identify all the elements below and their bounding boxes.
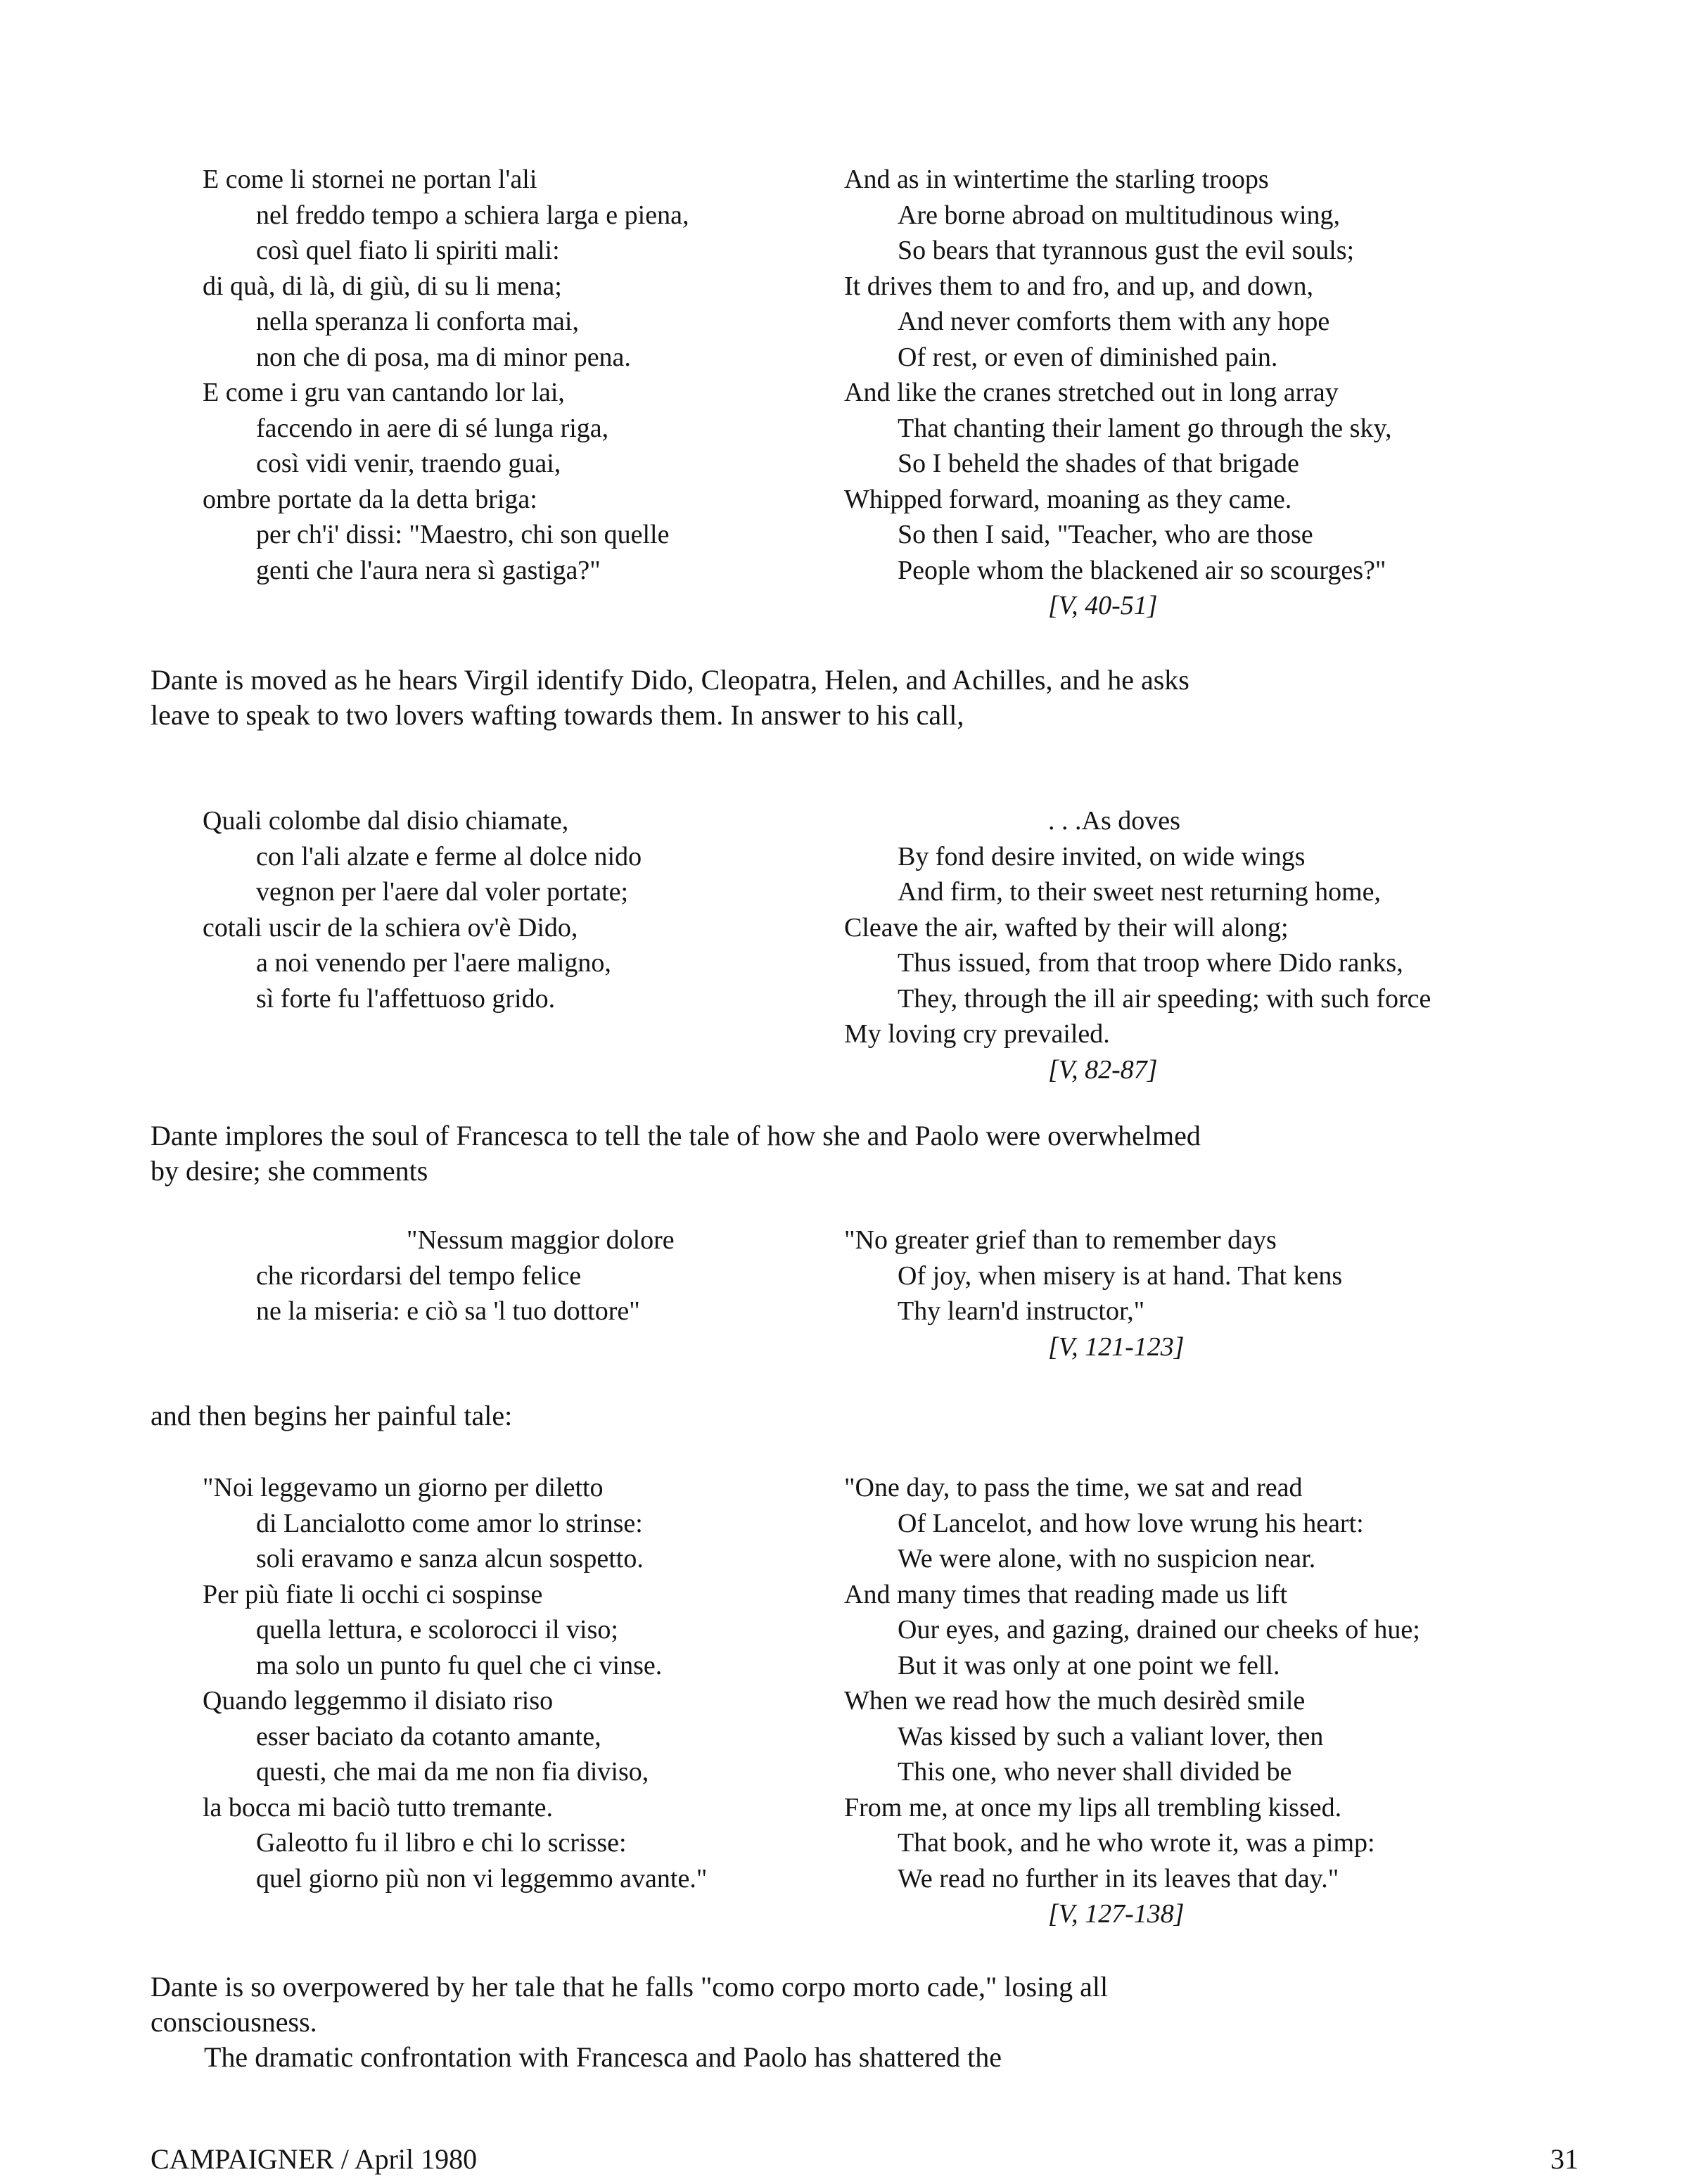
prose-text: Dante implores the soul of Francesca to tell the tale of how she and Paolo were overwhelmed by desire; she comments [151, 1120, 1201, 1187]
prose-paragraph-1 [151, 663, 1206, 733]
verse-line: Are borne abroad on multitudinous wing, [898, 200, 1341, 230]
verse-line: By fond desire invited, on wide wings [898, 841, 1306, 871]
verse-line: It drives them to and fro, and up, and down, [844, 271, 1313, 301]
verse-line: non che di posa, ma di minor pena. [256, 342, 631, 372]
verse-line: My loving cry prevailed. [844, 1019, 1110, 1049]
verse-line: cotali uscir de la schiera ov'è Dido, [203, 912, 578, 943]
verse-line: la bocca mi baciò tutto tremante. [203, 1792, 554, 1822]
prose-text: Dante is moved as he hears Virgil identify Dido, Cleopatra, Helen, and Achilles, and he asks leave to speak to two lovers wafting towards them. In answer to his call, [151, 664, 1189, 731]
verse-citation: [V, 127-138] [1048, 1899, 1185, 1929]
verse-line: And as in wintertime the starling troops [844, 165, 1269, 194]
verse-line: That book, and he who wrote it, was a pimp: [898, 1828, 1375, 1858]
page-footer [151, 2142, 1578, 2177]
verse-citation: [V, 121-123] [1048, 1332, 1185, 1362]
verse-line: ne la miseria: e ciò sa 'l tuo dottore" [256, 1296, 640, 1326]
verse-line: Our eyes, and gazing, drained our cheeks of hue; [898, 1615, 1420, 1645]
verse-line: esser baciato da cotanto amante, [256, 1721, 601, 1751]
verse-line: And firm, to their sweet nest returning home, [898, 877, 1382, 907]
verse-line: E come li stornei ne portan l'ali [203, 165, 537, 194]
italian-verse-column [203, 803, 836, 1016]
verse-line: E come i gru van cantando lor lai, [203, 378, 565, 407]
verse-line: People whom the blackened air so scourges?" [898, 555, 1386, 585]
prose-text: and then begins her painful tale: [151, 1400, 513, 1431]
verse-line: When we read how the much desirèd smile [844, 1686, 1306, 1716]
verse-line: questi, che mai da me non fia diviso, [256, 1757, 649, 1787]
verse-line: a noi venendo per l'aere maligno, [256, 948, 611, 978]
verse-line: di quà, di là, di giù, di su li mena; [203, 271, 562, 301]
verse-line: Of joy, when misery is at hand. That kens [898, 1260, 1343, 1291]
verse-line: genti che l'aura nera sì gastiga?" [256, 555, 601, 585]
verse-line: che ricordarsi del tempo felice [256, 1260, 582, 1291]
verse-line: Quali colombe dal disio chiamate, [203, 806, 569, 836]
verse-line: con l'ali alzate e ferme al dolce nido [256, 841, 642, 871]
verse-line: Per più fiate li occhi ci sospinse [203, 1579, 543, 1609]
verse-line: . . .As doves [1048, 806, 1180, 836]
verse-line: quel giorno più non vi leggemmo avante." [256, 1863, 708, 1894]
prose-paragraph-2 [151, 1118, 1206, 1189]
verse-line: But it was only at one point we fell. [898, 1650, 1280, 1680]
verse-line: They, through the ill air speeding; with such force [898, 983, 1431, 1014]
english-verse-column [844, 803, 1618, 1087]
verse-line: Quando leggemmo il disiato riso [203, 1686, 554, 1716]
verse-line: Galeotto fu il libro e chi lo scrisse: [256, 1828, 627, 1858]
verse-line: Cleave the air, wafted by their will along; [844, 912, 1289, 943]
verse-line: And many times that reading made us lift [844, 1579, 1288, 1609]
verse-line: Of Lancelot, and how love wrung his heart: [898, 1508, 1364, 1538]
verse-line: From me, at once my lips all trembling kissed. [844, 1792, 1342, 1822]
verse-line: nel freddo tempo a schiera larga e piena, [256, 200, 689, 230]
verse-line: "Noi leggevamo un giorno per diletto [203, 1473, 604, 1502]
verse-citation: [V, 82-87] [1048, 1054, 1158, 1085]
verse-line: So bears that tyrannous gust the evil souls; [898, 236, 1355, 265]
verse-line: quella lettura, e scolorocci il viso; [256, 1615, 618, 1645]
verse-line: "Nessum maggior dolore [407, 1225, 675, 1255]
english-verse-column [844, 162, 1618, 624]
prose-paragraph-3 [151, 1398, 1206, 1433]
italian-verse-column [203, 1470, 836, 1896]
verse-line: di Lancialotto come amor lo strinse: [256, 1508, 643, 1538]
verse-line: ma solo un punto fu quel che ci vinse. [256, 1650, 663, 1680]
page-number: 31 [1550, 2143, 1578, 2175]
verse-line: This one, who never shall divided be [898, 1757, 1292, 1787]
verse-line: ombre portate da la detta briga: [203, 484, 537, 514]
verse-line: "One day, to pass the time, we sat and read [844, 1473, 1303, 1502]
verse-line: That chanting their lament go through the sky, [898, 413, 1392, 443]
verse-citation: [V, 40-51] [1048, 591, 1158, 620]
verse-line: And like the cranes stretched out in long array [844, 378, 1339, 407]
verse-line: per ch'i' dissi: "Maestro, chi son quelle [256, 520, 670, 549]
verse-line: Was kissed by such a valiant lover, then [898, 1721, 1324, 1751]
verse-line: Whipped forward, moaning as they came. [844, 484, 1292, 514]
prose-paragraph-4 [151, 1969, 1206, 2075]
english-verse-column [844, 1222, 1618, 1365]
verse-line: così vidi venir, traendo guai, [256, 449, 561, 478]
verse-line: nella speranza li conforta mai, [256, 307, 579, 336]
prose-text: Dante is so overpowered by her tale that he falls "como corpo morto cade," losing all consciousness. [151, 1971, 1109, 2038]
publication-credit: CAMPAIGNER / April 1980 [151, 2143, 478, 2175]
verse-line: So I beheld the shades of that brigade [898, 449, 1299, 478]
italian-verse-column [203, 1222, 836, 1329]
verse-line: So then I said, "Teacher, who are those [898, 520, 1313, 549]
verse-line: vegnon per l'aere dal voler portate; [256, 877, 629, 907]
verse-line: soli eravamo e sanza alcun sospetto. [256, 1544, 644, 1573]
verse-line: Thy learn'd instructor," [898, 1296, 1145, 1326]
verse-line: Of rest, or even of diminished pain. [898, 342, 1278, 372]
verse-line: We were alone, with no suspicion near. [898, 1544, 1316, 1573]
verse-line: And never comforts them with any hope [898, 307, 1330, 336]
verse-line: "No greater grief than to remember days [844, 1225, 1277, 1255]
verse-line: Thus issued, from that troop where Dido ranks, [898, 948, 1403, 978]
verse-line: sì forte fu l'affettuoso grido. [256, 983, 556, 1014]
verse-line: We read no further in its leaves that day." [898, 1863, 1339, 1894]
verse-line: faccendo in aere di sé lunga riga, [256, 413, 609, 443]
prose-text: The dramatic confrontation with Francesca and Paolo has shattered the [204, 2041, 1002, 2073]
italian-verse-column [203, 162, 836, 588]
verse-line: così quel fiato li spiriti mali: [256, 236, 560, 265]
english-verse-column [844, 1470, 1618, 1932]
